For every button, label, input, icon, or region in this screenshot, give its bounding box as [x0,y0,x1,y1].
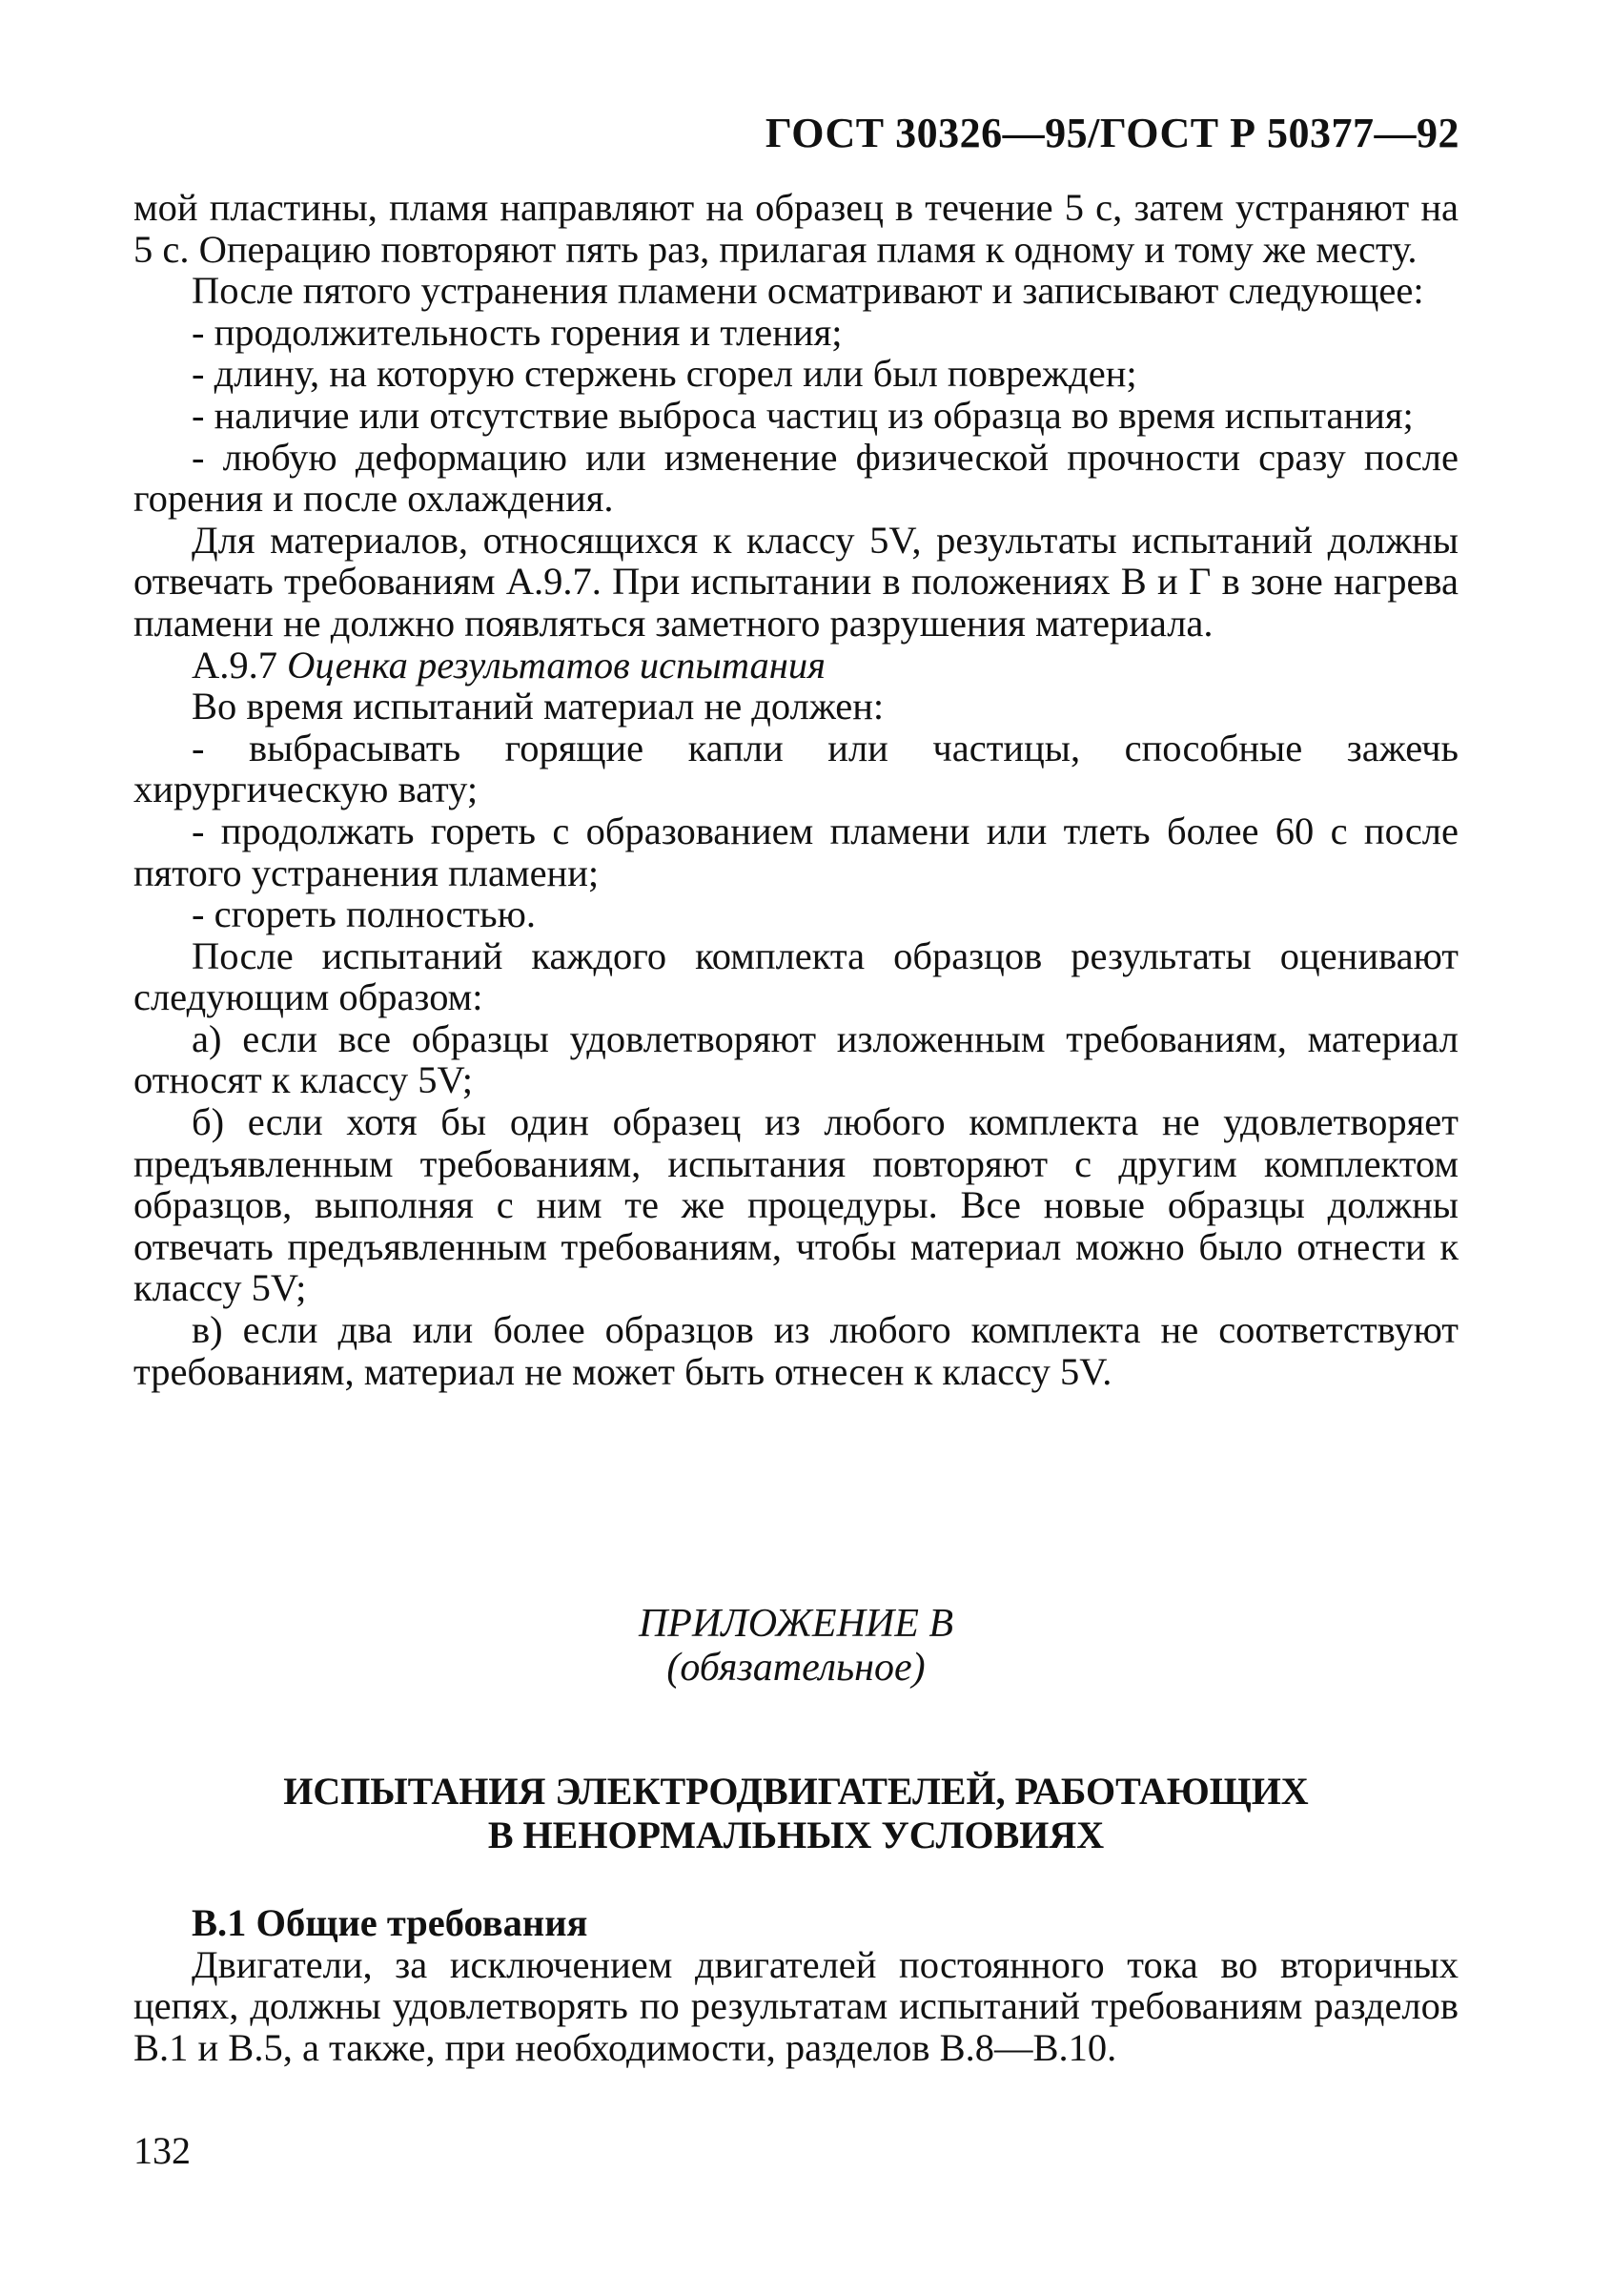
list-item: а) если все образцы удовлетворяют изложенным требованиям, материал относят к классу 5V; [133,1016,1459,1102]
appendix-title-line: В НЕНОРМАЛЬНЫХ УСЛОВИЯХ [487,1814,1105,1856]
appendix-title-line: ИСПЫТАНИЯ ЭЛЕКТРОДВИГАТЕЛЕЙ, РАБОТАЮЩИХ [283,1770,1309,1813]
list-item: - сгореть полностью. [192,892,537,936]
subclause-number: А.9.7 [192,643,277,687]
paragraph: Двигатели, за исключением двигателей постоянного тока во вторичных цепях, должны удовлетворять по результатам испытаний требованиям разделов В.1 и В.5, а также, при необходимости, разделов В.8—В.10. [133,1942,1459,2069]
paragraph: Для материалов, относящихся к классу 5V, результаты испытаний должны отвечать требованиям А.9.7. При испытании в положениях В и Г в зоне нагрева пламени не должно появляться заметного разрушения материала. [133,518,1459,645]
paragraph: После пятого устранения пламени осматривают и записывают следующее: [192,269,1424,313]
paragraph: мой пластины, пламя направляют на образец в течение 5 с, затем устраняют на 5 с. Операцию повторяют пять раз, прилагая пламя к одному и тому же месту. [133,186,1459,271]
list-item: - продолжительность горения и тления; [192,310,843,354]
list-item: - выбрасывать горящие капли или частицы, способные зажечь хирургическую вату; [133,726,1459,811]
list-item: б) если хотя бы один образец из любого комплекта не удовлетворяет предъявленным требованиям, испытания повторяют с другим комплектом образцов, выполняя с ним те же процедуры. Все новые образцы должны отвечать предъявленным требованиям, чтобы материал можно было отнести к классу 5V; [133,1100,1459,1310]
list-item: в) если два или более образцов из любого комплекта не соответствуют требованиям, материал не может быть отнесен к классу 5V. [133,1308,1459,1393]
running-header: ГОСТ 30326—95/ГОСТ Р 50377—92 [765,110,1459,156]
appendix-status: (обязательное) [666,1646,926,1690]
paragraph: Во время испытаний материал не должен: [192,685,885,728]
section-b1 [133,1902,1459,2068]
subclause-heading [133,645,1459,687]
list-item: - наличие или отсутствие выброса частиц из образца во время испытания; [192,393,1414,437]
appendix-title [133,1770,1459,1857]
list-item: - длину, на которую стержень сгорел или был поврежден; [192,352,1137,396]
appendix-header [133,1602,1459,1690]
section-heading: В.1 Общие требования [192,1901,588,1944]
appendix-label: ПРИЛОЖЕНИЕ В [638,1602,954,1646]
body-text [133,187,1459,1392]
paragraph: После испытаний каждого комплекта образцов результаты оценивают следующим образом: [133,933,1459,1019]
list-item: - продолжать гореть с образованием пламени или тлеть более 60 с после пятого устранения пламени; [133,809,1459,894]
list-item: - любую деформацию или изменение физической прочности сразу после горения и после охлаждения. [133,435,1459,521]
subclause-title: Оценка результатов испытания [287,643,826,687]
page-number: 132 [133,2129,191,2172]
